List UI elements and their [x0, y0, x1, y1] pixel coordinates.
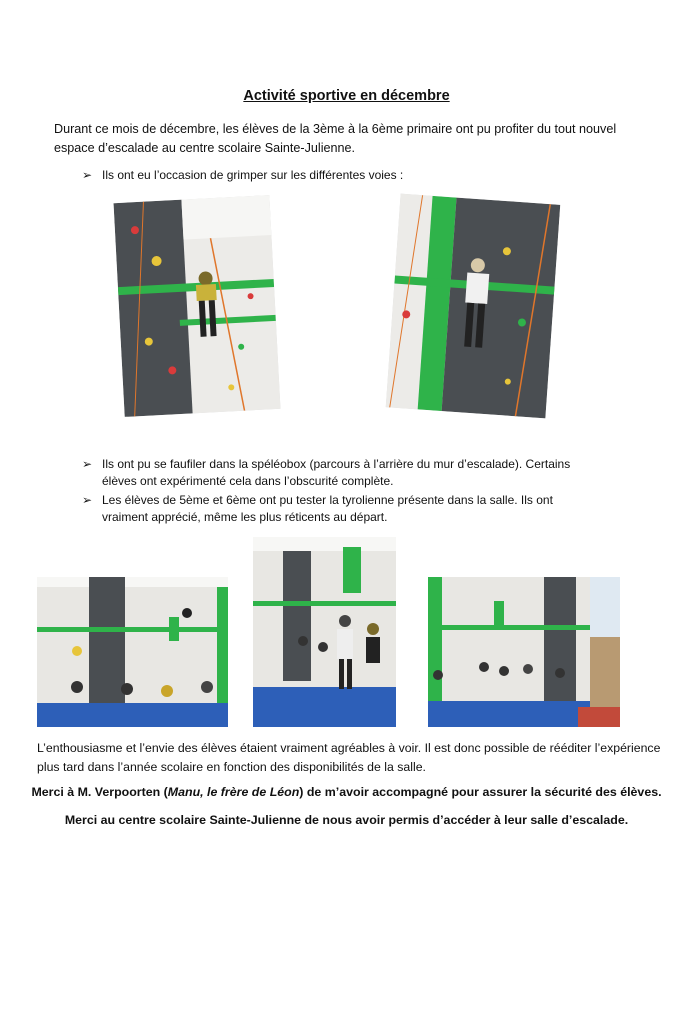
intro-line-2: espace d’escalade au centre scolaire Sainte-Julienne.: [54, 141, 356, 155]
bullet-speleobox-line-2: élèves ont expérimenté cela dans l’obscurité complète.: [102, 474, 394, 488]
arrow-bullet-icon: ➢: [82, 493, 93, 507]
intro-paragraph: [54, 120, 644, 158]
bullet-zipline-line-1: Les élèves de 5ème et 6ème ont pu tester la tyrolienne présente dans la salle. Ils ont: [102, 493, 553, 507]
outro-line-2: plus tard dans l’année scolaire en fonction des disponibilités de la salle.: [37, 760, 426, 774]
arrow-bullet-icon: ➢: [82, 457, 93, 471]
photo-climbing-hall-center: [253, 537, 396, 727]
arrow-bullet-icon: ➢: [82, 168, 93, 182]
page-title: Activité sportive en décembre: [243, 88, 450, 104]
photo-climbing-hall-left: [37, 577, 228, 727]
photo-climbing-wall-2: [386, 194, 561, 419]
bullet-zipline-line-2: vraiment apprécié, même les plus réticents au départ.: [102, 510, 388, 524]
thanks-verpoorten: [0, 785, 693, 799]
bullet-speleobox: [82, 456, 602, 490]
bullet-zipline: [82, 492, 602, 526]
bullet-climbing: [82, 167, 602, 184]
outro-paragraph: [37, 739, 662, 777]
photo-climbing-hall-right: [428, 577, 620, 727]
thanks-verpoorten-start: Merci à M. Verpoorten (: [31, 785, 168, 799]
outro-line-1: L’enthousiasme et l’envie des élèves étaient vraiment agréables à voir. Il est donc possible de rééditer l’expérience: [37, 741, 661, 755]
bullet-climbing-text: Ils ont eu l’occasion de grimper sur les différentes voies :: [102, 168, 404, 182]
intro-line-1: Durant ce mois de décembre, les élèves de la 3ème à la 6ème primaire ont pu profiter du tout nouvel: [54, 122, 617, 136]
bullet-speleobox-line-1: Ils ont pu se faufiler dans la spéléobox (parcours à l’arrière du mur d’escalade). Certains: [102, 457, 571, 471]
photo-climbing-wall-1: [114, 195, 281, 417]
thanks-verpoorten-nickname: Manu, le frère de Léon: [167, 785, 300, 799]
thanks-verpoorten-end: ) de m’avoir accompagné pour assurer la sécurité des élèves.: [299, 785, 662, 799]
thanks-school: Merci au centre scolaire Sainte-Julienne de nous avoir permis d’accéder à leur salle d’escalade.: [64, 813, 629, 827]
